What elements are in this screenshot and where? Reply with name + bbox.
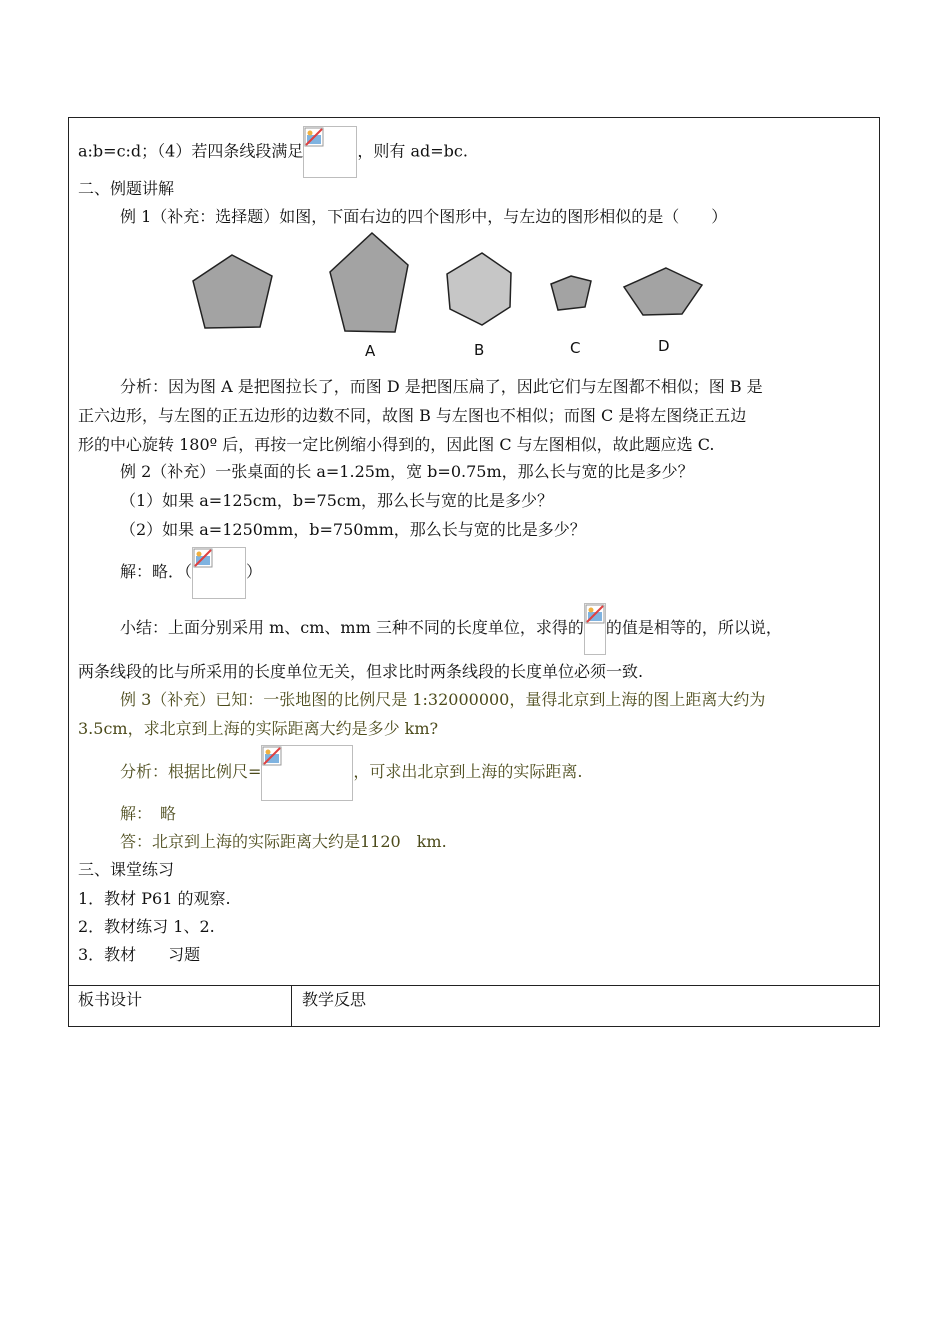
- summary-text-2: 的值是相等的，所以说，: [605, 618, 782, 637]
- broken-image-icon: [303, 126, 357, 178]
- example-3-solution: 解： 略: [120, 804, 177, 823]
- intro-text-1: a:b=c:d；（4）若四条线段满足: [78, 141, 304, 161]
- reference-pentagon: [193, 255, 272, 328]
- example-2-question: 例 2（补充）一张桌面的长 a=1.25m，宽 b=0.75m，那么长与宽的比是多少？: [120, 462, 694, 481]
- broken-image-icon: [584, 603, 606, 655]
- example-3-analysis: [120, 744, 583, 801]
- example-2-question-2: （2）如果 a=1250mm，b=750mm，那么长与宽的比是多少？: [120, 520, 586, 539]
- shape-label-d: D: [658, 337, 670, 355]
- example-1-analysis-line-2: 正六边形，与左图的正五边形的边数不同，故图 B 与左图也不相似；而图 C 是将左图绕正五边: [78, 406, 747, 425]
- example-1-question: 例 1（补充：选择题）如图，下面右边的四个图形中，与左边的图形相似的是（ ）: [120, 207, 728, 226]
- practice-item-2: 2．教材练习 1、2.: [78, 917, 215, 936]
- shape-c-pentagon: [551, 276, 591, 310]
- analysis-text-1: 分析：根据比例尺=: [120, 762, 262, 781]
- shape-d-pentagon: [624, 268, 702, 315]
- footer-column-divider: [291, 985, 292, 1026]
- shape-label-a: A: [365, 342, 376, 360]
- section-2-heading: 二、例题讲解: [78, 179, 175, 198]
- example-1-analysis-line-1: 分析：因为图 A 是把图拉长了，而图 D 是把图压扁了，因此它们与左图都不相似；图 B 是: [120, 377, 763, 396]
- solution-close: ）: [246, 562, 263, 581]
- example-1-figure: [180, 228, 720, 368]
- analysis-text-2: ，可求出北京到上海的实际距离.: [353, 762, 583, 781]
- section-3-heading: 三、课堂练习: [78, 860, 175, 879]
- example-3-answer: 答：北京到上海的实际距离大约是1120 km.: [120, 832, 447, 851]
- shape-label-c: C: [570, 339, 581, 357]
- example-3-line-2: 3.5cm，求北京到上海的实际距离大约是多少 km?: [78, 719, 439, 738]
- shape-label-b: B: [474, 341, 485, 359]
- footer-teaching-reflection: 教学反思: [302, 990, 367, 1009]
- summary-line-2: 两条线段的比与所采用的长度单位无关，但求比时两条线段的长度单位必须一致.: [78, 662, 644, 681]
- summary-line-1: [120, 602, 782, 655]
- broken-image-icon: [192, 547, 246, 599]
- intro-line: [78, 126, 468, 178]
- practice-item-1: 1．教材 P61 的观察.: [78, 889, 231, 908]
- solution-text: 解：略．（: [120, 562, 193, 581]
- example-1-analysis-line-3: 形的中心旋转 180º 后，再按一定比例缩小得到的，因此图 C 与左图相似，故此题应选 C.: [78, 435, 715, 454]
- example-3-line-1: 例 3（补充）已知：一张地图的比例尺是 1:32000000，量得北京到上海的图上距离大约为: [120, 690, 766, 709]
- example-2-solution: [120, 546, 262, 599]
- broken-image-icon: [261, 745, 353, 801]
- example-2-question-1: （1）如果 a=125cm，b=75cm，那么长与宽的比是多少？: [120, 491, 554, 510]
- shape-b-hexagon: [447, 253, 511, 325]
- footer-board-design: 板书设计: [78, 990, 143, 1009]
- intro-text-2: ，则有 ad=bc.: [357, 141, 468, 161]
- summary-text-1: 小结：上面分别采用 m、cm、mm 三种不同的长度单位，求得的: [120, 618, 584, 637]
- practice-item-3: 3．教材 习题: [78, 945, 201, 964]
- shape-a-pentagon: [330, 233, 408, 332]
- footer-divider: [69, 985, 879, 986]
